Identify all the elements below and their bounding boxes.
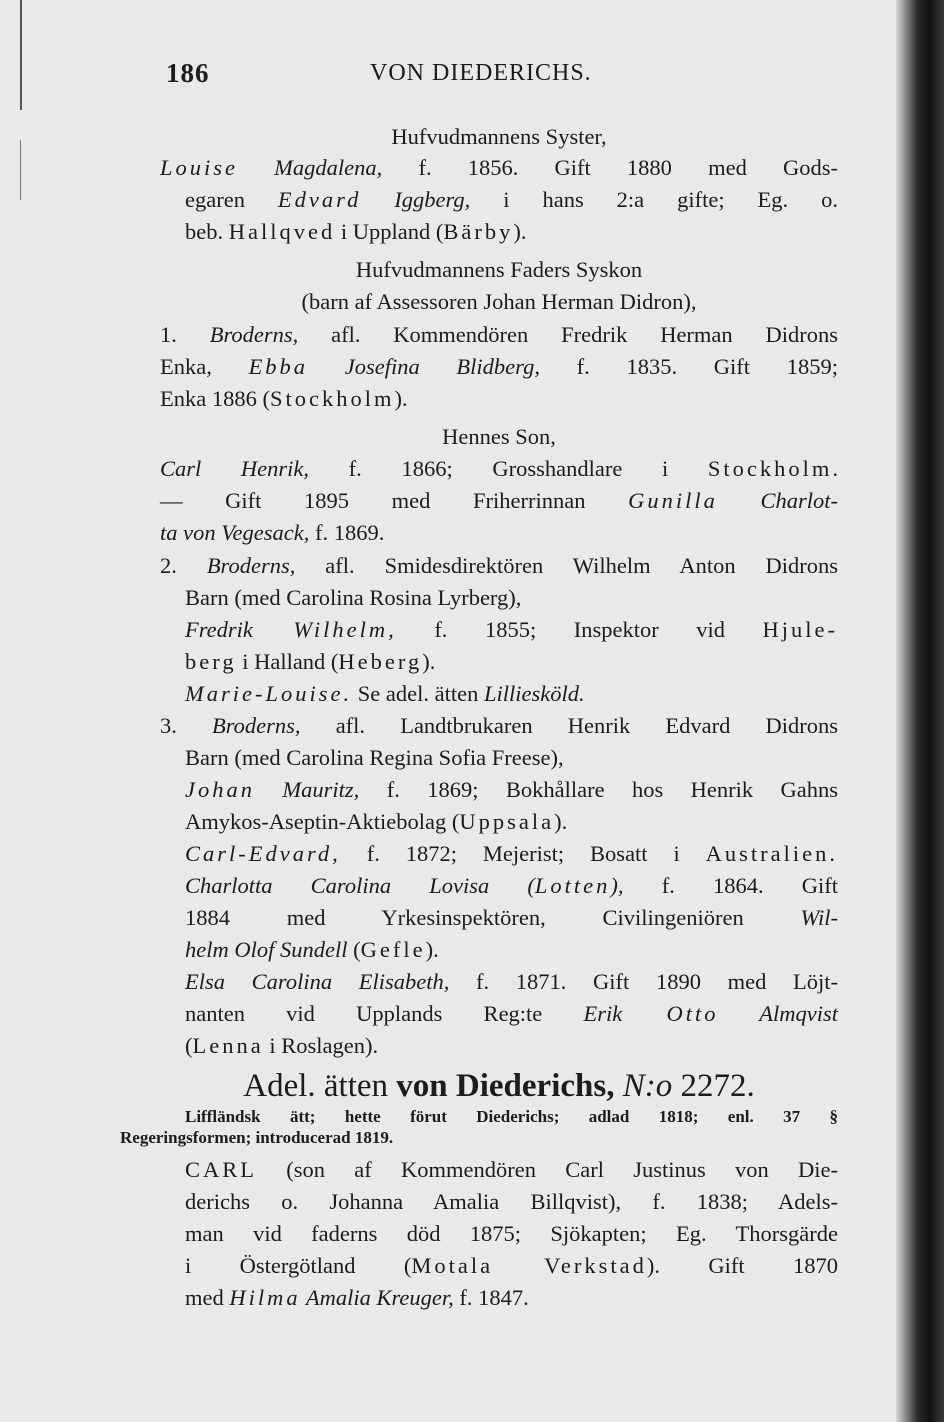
text-segment: ). Gift 1870 [646,1253,839,1278]
text-segment: afl. Kommendören Fredrik Herman Didrons [298,322,838,347]
text-segment: ). [394,386,408,411]
text-segment: f. 1835. Gift 1859; [539,354,838,379]
text-segment: berg [185,649,237,674]
text-segment: Louise [160,155,239,180]
text-segment: Hufvudmannens Syster, [391,124,607,149]
text-segment: Lilliesköld. [483,681,585,706]
text-segment: Hilma [229,1285,301,1310]
text-segment: Iggberg, [361,187,471,212]
text-segment: Bärby [443,219,514,244]
page-edge-rule [20,0,22,110]
text-segment: afl. Landtbrukaren Henrik Edvard Didrons [300,713,838,738]
text-segment: ). [554,809,568,834]
text-segment: 1884 med Yrkesinspektören, Civilingeniören [185,905,801,930]
text-line [185,903,838,933]
text-segment: afl. Smidesdirektören Wilhelm Anton Didrons [295,553,838,578]
text-segment: ). [422,649,436,674]
text-segment: f. 1869. [309,520,385,545]
text-segment: Broderns, [206,553,296,578]
text-segment: Charlot- [717,488,838,513]
text-line [185,1283,838,1313]
text-segment: i hans 2:a gifte; Eg. o. [470,187,839,212]
text-segment: Magdalena, [238,155,383,180]
text-segment: Charlotta Carolina Lovisa ( [185,873,535,898]
text-segment: ), [610,873,624,898]
text-segment: Johan [185,777,255,802]
text-segment: 3. [160,713,213,738]
text-line [185,1219,838,1249]
text-segment: f. 1855; Inspektor vid [396,617,763,642]
text-line [160,352,838,382]
text-segment: med [185,1285,230,1310]
text-line [185,615,838,645]
text-segment: nanten vid Upplands Reg:te [185,1001,584,1026]
text-segment: Adel. ätten [243,1068,397,1104]
text-segment: Marie-Louise. [185,681,353,706]
text-segment: ta von Vegesack, [160,520,310,545]
text-segment: Lotten [534,873,611,898]
text-segment: Mauritz, [255,777,360,802]
text-line [185,583,838,613]
text-segment: 2. [160,553,207,578]
text-segment: f. 1872; Mejerist; Bosatt i [340,841,706,866]
text-segment: Hufvudmannens Faders Syskon [355,257,643,282]
text-segment: Josefina Blidberg, [308,354,540,379]
text-line [185,871,838,901]
book-binding-shadow [896,0,944,1422]
text-line [185,935,838,965]
text-segment: ( [347,937,361,962]
text-segment: 2272. [672,1068,755,1104]
text-segment: Carl-Edvard, [185,841,341,866]
text-line [185,217,838,247]
text-line [160,454,838,484]
text-segment: Motala Verkstad [411,1253,647,1278]
text-line [160,1066,838,1106]
text-line [185,647,838,677]
text-segment: Hennes Son, [442,424,556,449]
text-line [160,255,838,285]
text-segment: Enka 1886 ( [160,386,270,411]
text-line [185,839,838,869]
text-segment: . [832,456,839,481]
text-segment: Carl Henrik, [160,456,310,481]
text-line [185,185,838,215]
text-segment: Uppsala [459,809,555,834]
text-line [185,999,838,1029]
text-segment: Amalia Kreuger, [300,1285,454,1310]
text-line [185,1106,838,1128]
text-segment: f. 1869; Bokhållare hos Henrik Gahns [359,777,839,802]
text-line [160,153,838,183]
text-line [185,807,838,837]
text-segment: Wil- [800,905,838,930]
text-segment: Se adel. ätten [352,681,484,706]
text-segment: CARL [185,1157,258,1182]
text-line [160,551,838,581]
text-segment: — Gift 1895 med Friherrinnan [160,488,629,513]
text-segment: Amykos-Aseptin-Aktiebolag ( [185,809,460,834]
text-segment: Ebba [248,354,309,379]
text-line [185,1155,838,1185]
text-segment: Gefle [360,937,426,962]
text-segment: Edvard [277,187,362,212]
text-line [160,486,838,516]
text-segment: Broderns, [209,322,299,347]
text-segment: Almqvist [718,1001,838,1026]
page-edge-rule [20,140,21,200]
text-segment: Broderns, [212,713,301,738]
text-line [160,122,838,152]
text-segment: Hjule- [762,617,838,642]
running-title: VON DIEDERICHS. [370,60,592,86]
text-segment: f. 1866; Grosshandlare i [309,456,708,481]
text-segment: Barn (med Carolina Rosina Lyrberg), [185,585,522,610]
text-line [185,967,838,997]
text-segment: Australien. [705,841,838,866]
text-line [185,1251,838,1281]
text-segment: 1. [160,322,210,347]
text-segment: i Uppland ( [335,219,444,244]
text-segment: Gunilla [628,488,718,513]
text-segment: egaren [185,187,278,212]
text-line [160,518,838,548]
text-segment: ). [513,219,527,244]
text-line [185,679,838,709]
text-segment: Regeringsformen; introducerad 1819. [120,1128,394,1147]
page-number: 186 [166,58,210,88]
text-segment: Erik [583,1001,623,1026]
text-line [185,1187,838,1217]
text-segment: Hallqved [228,219,336,244]
text-line [120,1127,838,1149]
text-segment: f. 1871. Gift 1890 med Löjt- [449,969,838,994]
text-segment: derichs o. Johanna Amalia Billqvist), f. 1838; Adels- [185,1189,838,1214]
text-segment: N:o [614,1068,673,1104]
text-line [160,320,838,350]
text-segment: Stockholm [707,456,833,481]
text-segment: ( [185,1033,193,1058]
text-segment: Enka, [160,354,249,379]
text-segment: ). [425,937,439,962]
text-segment: Elsa Carolina Elisabeth, [185,969,450,994]
text-segment: beb. [185,219,229,244]
text-segment: von Diederichs, [396,1068,615,1104]
text-line [185,775,838,805]
text-segment: man vid faderns död 1875; Sjökapten; Eg. Thorsgärde [185,1221,838,1246]
text-segment: Fredrik [185,617,253,642]
text-segment: Lenna [192,1033,264,1058]
text-segment: (barn af Assessoren Johan Herman Didron), [301,289,697,314]
text-segment: Liffländsk ätt; hette förut Diederichs; adlad 1818; enl. 37 § [185,1107,838,1126]
text-segment: i Östergötland ( [185,1253,412,1278]
text-line [160,711,838,741]
text-segment: Otto [622,1001,719,1026]
text-segment: i Roslagen). [263,1033,379,1058]
text-segment: Heberg [338,649,423,674]
text-segment: helm Olof Sundell [185,937,348,962]
text-segment: f. 1856. Gift 1880 med Gods- [382,155,838,180]
text-line [160,287,838,317]
text-segment: Wilhelm, [252,617,397,642]
text-segment: Barn (med Carolina Regina Sofia Freese), [185,745,564,770]
text-segment: (son af Kommendören Carl Justinus von Die- [257,1157,838,1182]
text-segment: f. 1847. [453,1285,529,1310]
text-line [160,384,838,414]
text-line [185,743,838,773]
text-segment: i Halland ( [236,649,339,674]
text-segment: f. 1864. Gift [623,873,838,898]
text-segment: Stockholm [269,386,395,411]
text-line [160,422,838,452]
text-line [185,1031,838,1061]
